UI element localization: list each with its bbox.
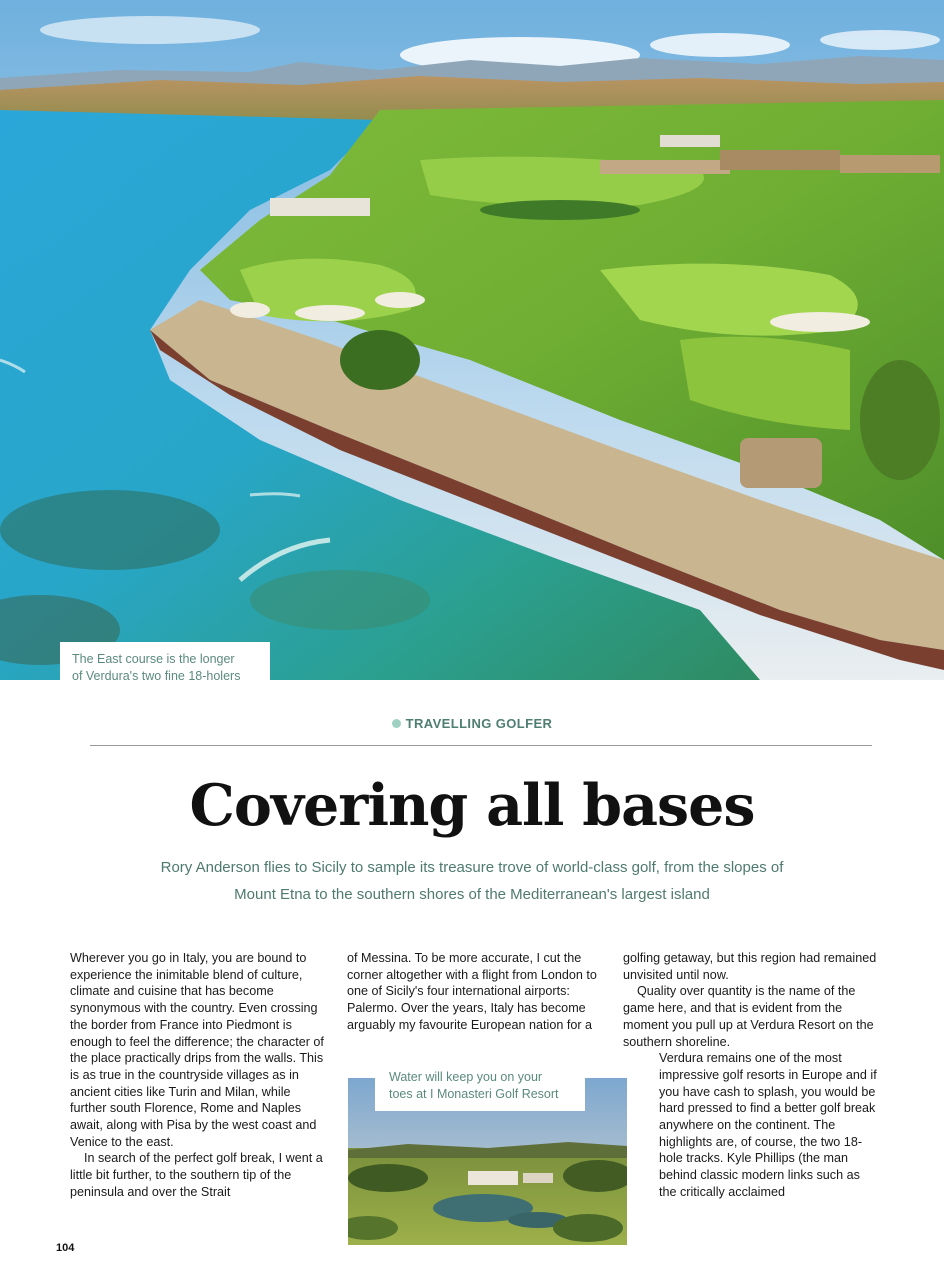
body-column-3 xyxy=(623,950,879,1201)
section-kicker xyxy=(0,716,944,731)
header-divider xyxy=(90,745,872,746)
inset-caption-line-1: Water will keep you on your xyxy=(389,1070,543,1084)
article-standfirst xyxy=(100,854,844,908)
body-paragraph: of Messina. To be more accurate, I cut the corner altogether with a flight from London to one of Sicily's four international airports: Palermo. Over the years, Italy has become arguably my favourite European nation for a xyxy=(347,951,597,1032)
inset-caption-line-2: toes at I Monasteri Golf Resort xyxy=(389,1087,559,1101)
standfirst-line-1: Rory Anderson flies to Sicily to sample its treasure trove of world-class golf, from the slopes of xyxy=(160,859,784,876)
body-column-2 xyxy=(347,950,603,1034)
standfirst-line-2: Mount Etna to the southern shores of the Mediterranean's largest island xyxy=(234,886,710,903)
body-paragraph: Wherever you go in Italy, you are bound to experience the inimitable blend of culture, climate and cuisine that has become synonymous with the country. Even crossing the border from France into Piedmont is enough to feel the difference; the character of the place practically drips from the walls. This is as true in the countryside villages as in ancient cities like Turin and Milan, while further south Florence, Rome and Naples await, along with Pisa by the west coast and Venice to the east. xyxy=(70,951,324,1149)
hero-caption-line-1: The East course is the longer xyxy=(72,652,235,666)
body-paragraph: Verdura remains one of the most impressive golf resorts in Europe and if you have cash to splash, you would be hard pressed to find a better golf break anywhere on the continent. The highlights are, of course, the two 18-hole tracks. Kyle Phillips (the man behind classic modern links such as the critically acclaimed xyxy=(659,1051,877,1199)
hero-caption-line-2: of Verdura's two fine 18-holers xyxy=(72,669,241,680)
body-paragraph: golfing getaway, but this region had remained unvisited until now. xyxy=(623,951,877,982)
hero-photo-caption xyxy=(60,642,270,680)
kicker-dot-icon xyxy=(392,719,401,728)
body-column-1 xyxy=(70,950,326,1201)
body-paragraph: Quality over quantity is the name of the game here, and that is evident from the moment you pull up at Verdura Resort on the southern shoreline. xyxy=(623,984,874,1049)
body-paragraph: In search of the perfect golf break, I went a little bit further, to the southern tip of the peninsula and over the Strait xyxy=(70,1151,323,1199)
article-headline: Covering all bases xyxy=(189,772,755,839)
kicker-label: TRAVELLING GOLFER xyxy=(405,716,553,731)
inset-photo-caption xyxy=(375,1066,585,1111)
page-number: 104 xyxy=(56,1242,75,1254)
